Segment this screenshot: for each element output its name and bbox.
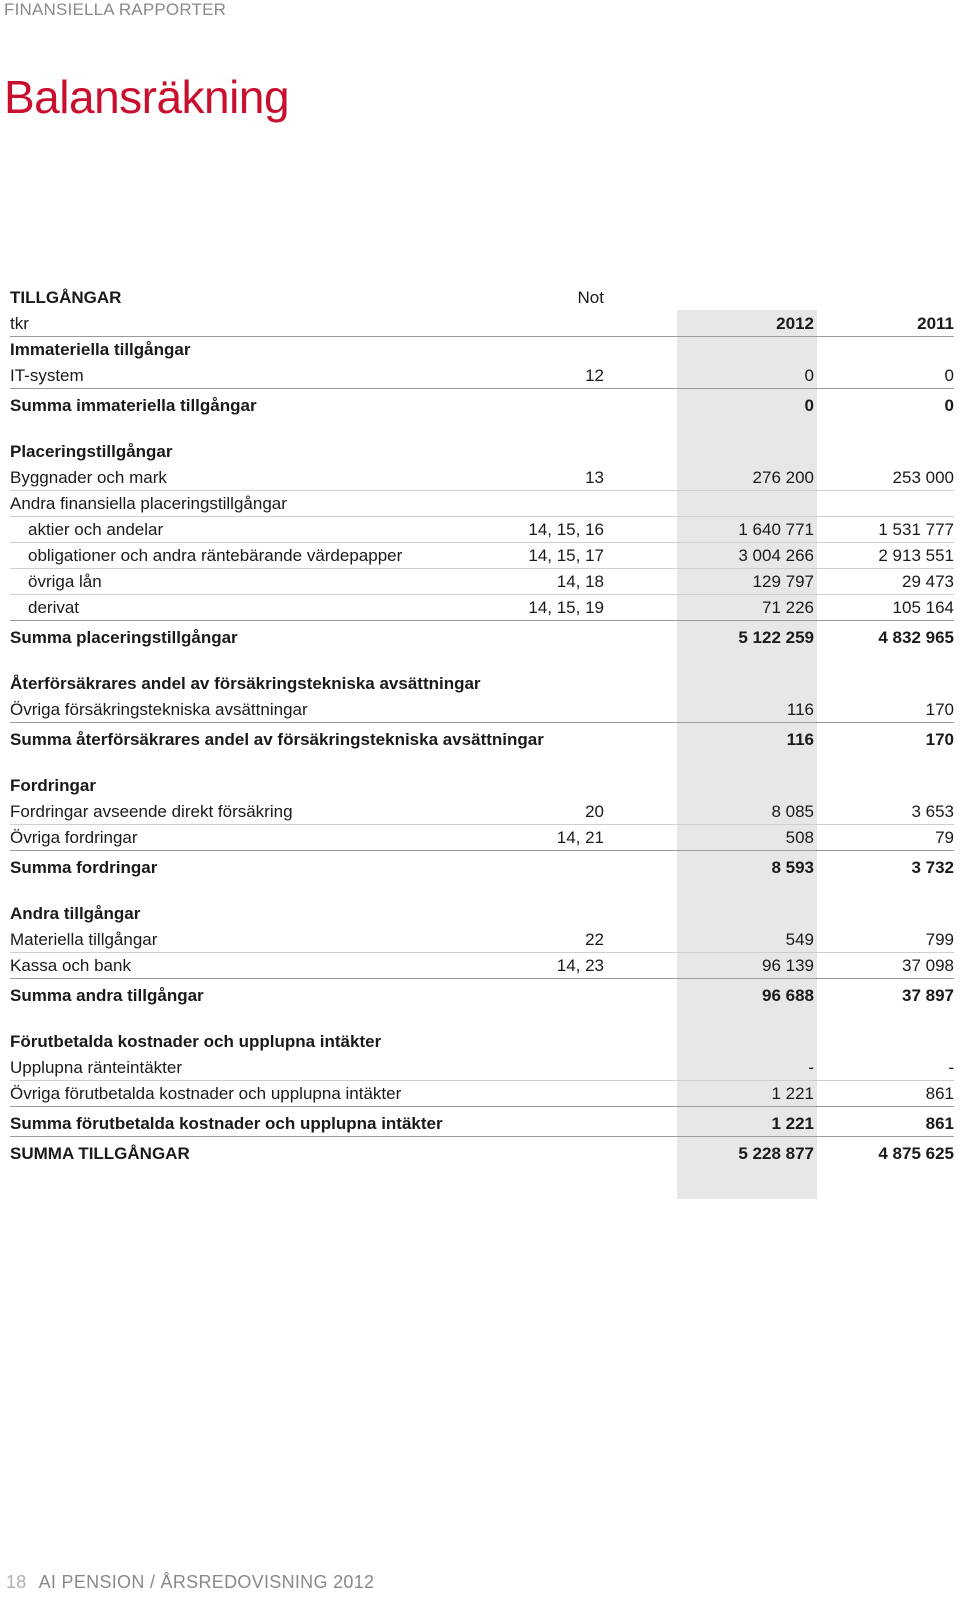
table-row: [10, 799, 954, 825]
row-value-2011: 3 653: [911, 802, 954, 821]
row-value-2011: 0: [944, 396, 954, 415]
table-row: [10, 1055, 954, 1081]
table-row: [10, 491, 954, 517]
page-title: Balansräkning: [4, 71, 290, 123]
row-value-2011: 1 531 777: [878, 520, 954, 539]
balance-sheet-table: [10, 285, 954, 1167]
row-value-2011: 861: [925, 1084, 954, 1103]
row-note: 14, 21: [556, 828, 604, 847]
row-label: Övriga fordringar: [10, 828, 138, 847]
row-value-2012: 5 122 259: [738, 628, 814, 647]
row-value-2012: 3 004 266: [738, 546, 814, 565]
unit-year-row: [10, 311, 954, 337]
table-row: [10, 569, 954, 595]
table-row: [10, 1029, 954, 1055]
section-header: FINANSIELLA RAPPORTER: [4, 0, 227, 19]
row-label: Förutbetalda kostnader och upplupna intäkter: [10, 1032, 382, 1051]
row-label: övriga lån: [28, 572, 102, 591]
row-label: Övriga försäkringstekniska avsättningar: [10, 700, 308, 719]
row-value-2012: -: [808, 1058, 814, 1077]
year-2011-header: 2011: [917, 314, 954, 333]
row-label: Andra tillgångar: [10, 904, 141, 923]
table-row: [10, 697, 954, 723]
row-label: Materiella tillgångar: [10, 930, 158, 949]
section-label: TILLGÅNGAR: [10, 288, 122, 307]
table-row: [10, 543, 954, 569]
table-row: [10, 1081, 954, 1107]
row-value-2012: 8 593: [771, 858, 814, 877]
row-value-2011: 37 098: [902, 956, 954, 975]
table-row: [10, 979, 954, 1009]
table-row: [10, 1107, 954, 1137]
row-value-2012: 96 688: [762, 986, 814, 1005]
year-2012-header: 2012: [776, 314, 814, 333]
row-value-2011: 170: [925, 730, 954, 749]
row-value-2012: 0: [804, 366, 814, 385]
row-value-2011: 4 875 625: [878, 1144, 954, 1163]
row-value-2012: 1 221: [771, 1084, 814, 1103]
row-value-2012: 71 226: [762, 598, 814, 617]
table-row: [10, 901, 954, 927]
row-value-2012: 549: [785, 930, 814, 949]
row-value-2011: 0: [944, 366, 954, 385]
row-label: IT-system: [10, 366, 84, 385]
page-footer: [6, 1572, 374, 1593]
row-value-2011: 4 832 965: [878, 628, 954, 647]
row-note: 12: [585, 366, 604, 385]
table-row: [10, 825, 954, 851]
table-row: [10, 927, 954, 953]
table-row: [10, 851, 954, 881]
row-value-2011: 105 164: [892, 598, 954, 617]
row-value-2012: 96 139: [762, 956, 814, 975]
row-value-2012: 8 085: [771, 802, 814, 821]
row-label: Summa återförsäkrares andel av försäkringstekniska avsättningar: [10, 730, 544, 749]
grand-total-row: [10, 1137, 954, 1167]
table-row: [10, 671, 954, 697]
row-label: Övriga förutbetalda kostnader och upplupna intäkter: [10, 1084, 402, 1103]
row-label: Summa andra tillgångar: [10, 986, 204, 1005]
row-value-2011: 29 473: [902, 572, 954, 591]
row-value-2012: 1 640 771: [738, 520, 814, 539]
row-value-2012: 508: [785, 828, 814, 847]
row-label: Byggnader och mark: [10, 468, 167, 487]
row-value-2011: 861: [925, 1114, 954, 1133]
table-row: [10, 439, 954, 465]
table-row: [10, 595, 954, 621]
row-label: obligationer och andra räntebärande värdepapper: [28, 546, 403, 565]
row-note: 20: [585, 802, 604, 821]
row-note: 14, 15, 17: [528, 546, 604, 565]
row-value-2012: 1 221: [771, 1114, 814, 1133]
row-value-2012: 5 228 877: [738, 1144, 814, 1163]
table-row: [10, 723, 954, 753]
row-label: Summa fordringar: [10, 858, 158, 877]
row-label: Summa förutbetalda kostnader och upplupna intäkter: [10, 1114, 443, 1133]
table-row: [10, 621, 954, 651]
row-label: Återförsäkrares andel av försäkringstekniska avsättningar: [10, 674, 481, 693]
row-note: 13: [585, 468, 604, 487]
row-label: derivat: [28, 598, 80, 617]
row-label: Fordringar avseende direkt försäkring: [10, 802, 293, 821]
row-label: Summa immateriella tillgångar: [10, 396, 257, 415]
row-value-2012: 276 200: [752, 468, 814, 487]
row-value-2011: 2 913 551: [878, 546, 954, 565]
row-value-2012: 129 797: [752, 572, 814, 591]
row-label: Summa placeringstillgångar: [10, 628, 238, 647]
row-value-2011: 170: [925, 700, 954, 719]
row-value-2012: 116: [786, 700, 814, 719]
row-note: 22: [585, 930, 604, 949]
row-value-2012: 0: [804, 396, 814, 415]
table-heading-row: [10, 285, 954, 311]
table-row: [10, 517, 954, 543]
row-value-2011: 253 000: [892, 468, 954, 487]
unit-label: tkr: [10, 314, 29, 333]
table-row: [10, 363, 954, 389]
table-row: [10, 773, 954, 799]
page-number: 18: [6, 1572, 27, 1592]
row-label: Immateriella tillgångar: [10, 340, 191, 359]
row-value-2011: 799: [925, 930, 954, 949]
row-value-2011: 79: [935, 828, 954, 847]
row-note: 14, 15, 19: [528, 598, 604, 617]
table-row: [10, 337, 954, 363]
row-label: Andra finansiella placeringstillgångar: [10, 494, 287, 513]
row-value-2012: 116: [786, 730, 814, 749]
note-column-header: Not: [577, 288, 604, 307]
table-row: [10, 953, 954, 979]
row-value-2011: -: [948, 1058, 954, 1077]
table-row: [10, 389, 954, 419]
publication-name: AI PENSION / ÅRSREDOVISNING 2012: [38, 1572, 375, 1592]
row-label: Upplupna ränteintäkter: [10, 1058, 183, 1077]
row-label: aktier och andelar: [28, 520, 164, 539]
row-note: 14, 23: [556, 956, 604, 975]
row-note: 14, 15, 16: [528, 520, 604, 539]
row-value-2011: 37 897: [902, 986, 954, 1005]
row-note: 14, 18: [556, 572, 604, 591]
row-value-2011: 3 732: [911, 858, 954, 877]
row-label: SUMMA TILLGÅNGAR: [10, 1144, 190, 1163]
table-row: [10, 465, 954, 491]
row-label: Placeringstillgångar: [10, 442, 173, 461]
row-label: Kassa och bank: [10, 956, 131, 975]
row-label: Fordringar: [10, 776, 96, 795]
